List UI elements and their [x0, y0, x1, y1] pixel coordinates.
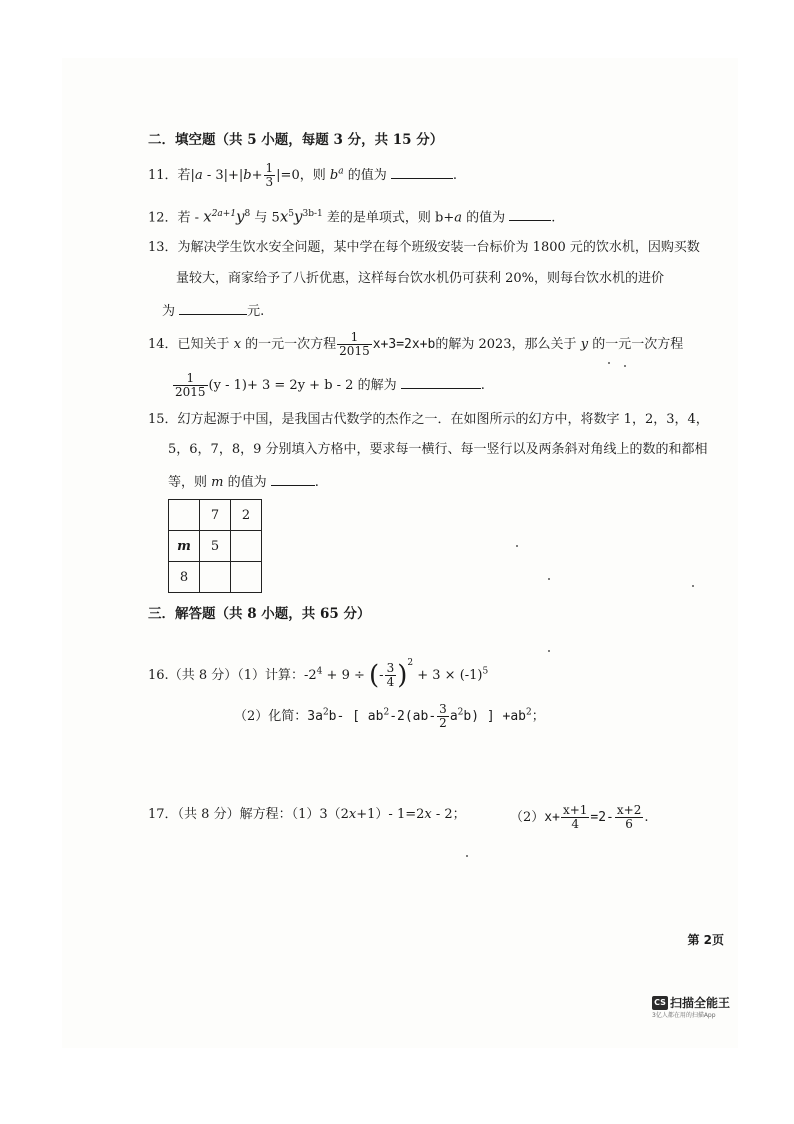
- question-16-part-2: （2）化简：$3a^2b-$ [ $ab^2-2(ab-$ $\frac{3}{2}$ $a^2b$) ] $+ab^2$；: [234, 702, 545, 730]
- scan-speck: [608, 362, 610, 364]
- fraction: $\frac{3}{2}$: [439, 702, 447, 730]
- question-15-line-1: 15．幻方起源于中国，是我国古代数学的杰作之一．在如图所示的幻方中，将数字 1，2，3，4，: [148, 412, 709, 427]
- answer-blank[interactable]: [179, 300, 247, 315]
- scan-speck: [624, 365, 626, 367]
- fraction: $\frac{x+2}{6}$: [616, 803, 642, 831]
- answer-blank[interactable]: [401, 374, 481, 389]
- answer-blank[interactable]: [509, 206, 551, 221]
- scan-speck: [548, 650, 550, 652]
- question-17-part-1: 17．（共 8 分）解方程：（1）3（2x+1）- 1=2x - 2；: [148, 807, 466, 822]
- question-11: 11．若|a - 3|+|b+ $\frac{1}{3}$ |=0，则 $b^a$ 的值为 .: [148, 161, 457, 189]
- fraction: $\frac{1}{2015}$: [175, 371, 206, 399]
- question-13-line-1: 13．为解决学生饮水安全问题，某中学在每个班级安装一台标价为 1800 元的饮水机，因购买数: [148, 240, 700, 255]
- scan-speck: [548, 578, 550, 580]
- grid-cell: [231, 562, 262, 593]
- scan-speck: [692, 585, 694, 587]
- grid-cell: [231, 531, 262, 562]
- question-14-line-2: $\frac{1}{2015}$ (y - 1)+ 3 = 2y + b - 2 的解为 .: [175, 371, 485, 399]
- section-2-heading: 二．填空题（共 5 小题，每题 3 分，共 15 分）: [148, 132, 444, 148]
- grid-cell: 7: [200, 500, 231, 531]
- grid-cell: [200, 562, 231, 593]
- fraction: $\frac{1}{2015}$: [339, 330, 370, 358]
- grid-cell: m: [169, 531, 200, 562]
- section-3-heading: 三．解答题（共 8 小题，共 65 分）: [148, 606, 371, 622]
- grid-cell: 5: [200, 531, 231, 562]
- question-16-part-1: 16.（共 8 分）（1）计算：$-2^4 + 9$ ÷ (- $\frac{3}{4}$ )$^2 + 3 \times (-1)^5$: [148, 658, 489, 691]
- scanner-watermark: CS 扫描全能王 3亿人都在用的扫描App: [652, 996, 731, 1019]
- grid-cell: 8: [169, 562, 200, 593]
- question-13-line-3: 为 元.: [162, 300, 264, 321]
- fraction: $\frac{1}{3}$: [265, 161, 274, 189]
- q11-number: 11．: [148, 168, 178, 183]
- question-12: 12．若 - $x^{2a+1}y^8$ 与 $5x^5y^{3b-1}$ 差的是单项式，则 b+a 的值为 .: [148, 207, 556, 226]
- camscanner-logo-icon: CS: [652, 996, 668, 1010]
- question-14-line-1: 14．已知关于 x 的一元一次方程 $\frac{1}{2015}$ x+3=2x+b的解为 2023，那么关于 y 的一元一次方程: [148, 330, 684, 358]
- question-15-line-3: 等，则 m 的值为 .: [168, 471, 319, 492]
- magic-square-grid: [168, 499, 262, 593]
- question-15-line-2: 5，6，7，8，9 分别填入方格中，要求每一横行、每一竖行以及两条斜对角线上的数的和都相: [168, 442, 708, 457]
- question-17-part-2: （2）x+ $\frac{x+1}{4}$ =2- $\frac{x+2}{6}$ .: [510, 803, 649, 831]
- scan-speck: [516, 545, 518, 547]
- answer-blank[interactable]: [391, 164, 453, 179]
- fraction: $\frac{3}{4}$: [386, 661, 395, 689]
- grid-cell: [169, 500, 200, 531]
- page-number: 第 2页: [687, 933, 724, 947]
- fraction: $\frac{x+1}{4}$: [562, 803, 588, 831]
- question-13-line-2: 量较大，商家给予了八折优惠，这样每台饮水机仍可获利 20%，则每台饮水机的进价: [176, 271, 665, 286]
- grid-cell: 2: [231, 500, 262, 531]
- answer-blank[interactable]: [271, 471, 315, 486]
- scan-speck: [466, 855, 468, 857]
